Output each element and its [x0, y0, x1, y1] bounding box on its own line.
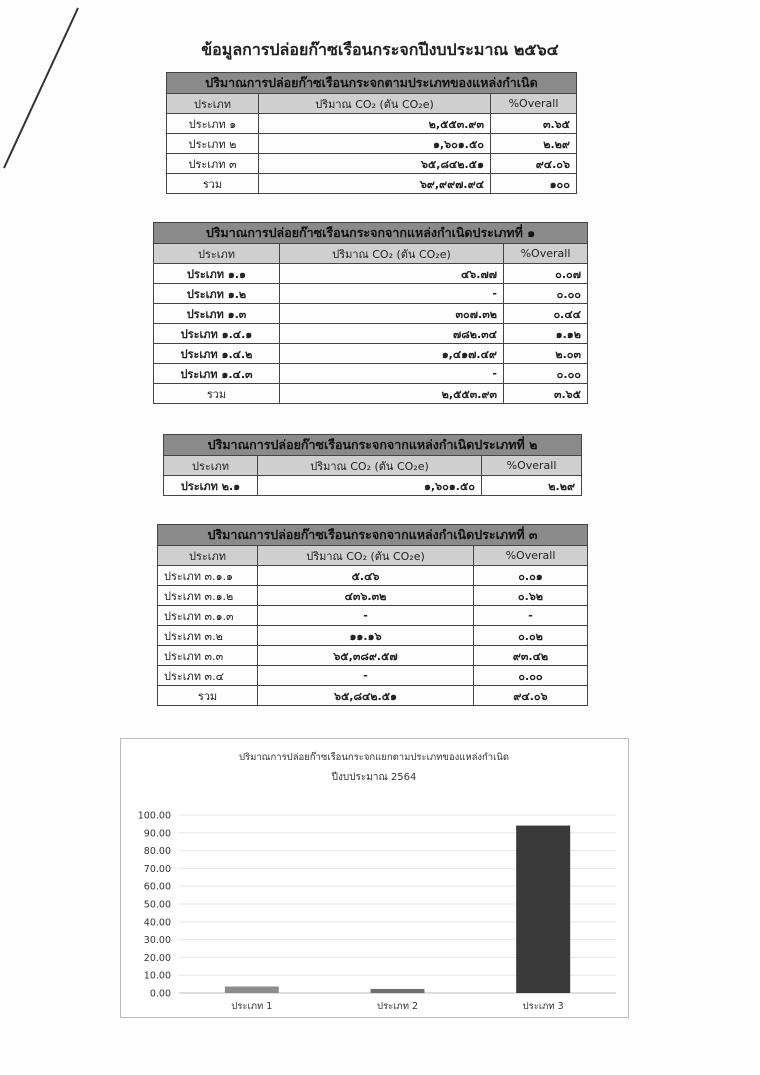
table-row — [158, 566, 588, 586]
table-row — [158, 626, 588, 646]
cell-amount: ๑๑.๑๖ — [258, 626, 474, 646]
cell-type: ประเภท ๓.๓ — [158, 646, 258, 666]
bar-chart-container — [120, 738, 629, 1018]
y-tick-label: 10.00 — [143, 970, 171, 982]
cell-percent: ๐.๐๐ — [504, 364, 588, 384]
y-tick-label: 30.00 — [143, 935, 171, 947]
cell-percent: ๒.๐๓ — [504, 344, 588, 364]
table-row — [154, 364, 588, 384]
cell-amount: ๖๕,๓๘๙.๕๗ — [258, 646, 474, 666]
bar-3 — [516, 826, 570, 993]
cell-amount: ๕.๔๖ — [258, 566, 474, 586]
table-row — [158, 586, 588, 606]
col-header-percent: %Overall — [474, 546, 588, 566]
table-row — [158, 666, 588, 686]
cell-type: ประเภท ๑ — [167, 114, 259, 134]
type3-table-title: ปริมาณการปล่อยก๊าซเรือนกระจกจากแหล่งกำเนิดประเภทที่ ๓ — [158, 525, 588, 546]
table-row — [154, 264, 588, 284]
cell-amount: - — [280, 284, 504, 304]
y-tick-label: 80.00 — [143, 846, 171, 858]
cell-type: ประเภท ๑.๑ — [154, 264, 280, 284]
cell-type: ประเภท ๑.๒ — [154, 284, 280, 304]
cell-percent: ๐.๐๗ — [504, 264, 588, 284]
cell-percent: ๐.๖๒ — [474, 586, 588, 606]
cell-type: ประเภท ๑.๔.๒ — [154, 344, 280, 364]
table-row — [167, 154, 577, 174]
cell-amount: ๒,๕๕๓.๙๓ — [259, 114, 491, 134]
cell-amount: - — [258, 666, 474, 686]
cell-percent: ๓.๖๕ — [504, 384, 588, 404]
col-header-percent: %Overall — [491, 94, 577, 114]
table-row — [154, 324, 588, 344]
cell-percent: ๑.๑๒ — [504, 324, 588, 344]
col-header-percent: %Overall — [504, 244, 588, 264]
summary-table-title: ปริมาณการปล่อยก๊าซเรือนกระจกตามประเภทของแหล่งกำเนิด — [167, 73, 577, 94]
cell-percent: ๙๓.๔๒ — [474, 646, 588, 666]
cell-amount: - — [280, 364, 504, 384]
col-header-type: ประเภท — [154, 244, 280, 264]
chart-subtitle: ปีงบประมาณ 2564 — [331, 772, 417, 783]
col-header-amount: ปริมาณ CO₂ (ตัน CO₂e) — [280, 244, 504, 264]
table-row — [167, 114, 577, 134]
col-header-amount: ปริมาณ CO₂ (ตัน CO₂e) — [258, 456, 482, 476]
x-tick-label: ประเภท 3 — [522, 1001, 564, 1012]
cell-type: ประเภท ๑.๔.๓ — [154, 364, 280, 384]
cell-amount: ๑,๔๑๗.๔๙ — [280, 344, 504, 364]
table-row — [158, 606, 588, 626]
cell-percent: ๙๔.๐๖ — [491, 154, 577, 174]
type1-table — [153, 222, 588, 404]
table-row-total — [158, 686, 588, 706]
cell-percent: ๙๔.๐๖ — [474, 686, 588, 706]
cell-type: ประเภท ๒.๑ — [164, 476, 258, 496]
cell-percent: - — [474, 606, 588, 626]
chart-title: ปริมาณการปล่อยก๊าซเรือนกระจกแยกตามประเภทของแหล่งกำเนิด — [238, 752, 510, 763]
x-tick-label: ประเภท 1 — [231, 1001, 273, 1012]
page-title: ข้อมูลการปล่อยก๊าซเรือนกระจกปีงบประมาณ ๒๕๖๔ — [201, 40, 559, 59]
col-header-type: ประเภท — [158, 546, 258, 566]
scan-edge-mark — [0, 0, 80, 175]
col-header-amount: ปริมาณ CO₂ (ตัน CO₂e) — [258, 546, 474, 566]
y-tick-label: 0.00 — [149, 988, 171, 1000]
cell-amount: ๒,๕๕๓.๙๓ — [280, 384, 504, 404]
x-tick-label: ประเภท 2 — [376, 1001, 419, 1012]
cell-amount: ๗๘๒.๓๔ — [280, 324, 504, 344]
cell-amount: ๖๕,๘๔๒.๕๑ — [258, 686, 474, 706]
cell-type: ประเภท ๓.๔ — [158, 666, 258, 686]
cell-percent: ๒.๒๙ — [491, 134, 577, 154]
type2-table — [163, 434, 582, 496]
col-header-amount: ปริมาณ CO₂ (ตัน CO₂e) — [259, 94, 491, 114]
table-row-total — [167, 174, 577, 194]
cell-percent: ๓.๖๕ — [491, 114, 577, 134]
cell-type: ประเภท ๓.๒ — [158, 626, 258, 646]
y-tick-label: 50.00 — [143, 899, 171, 911]
cell-type: ประเภท ๓ — [167, 154, 259, 174]
summary-table — [166, 72, 577, 194]
table-row — [158, 646, 588, 666]
y-tick-label: 100.00 — [137, 810, 171, 822]
table-row — [154, 344, 588, 364]
cell-percent: ๐.๐๑ — [474, 566, 588, 586]
cell-percent: ๐.๔๔ — [504, 304, 588, 324]
cell-type: รวม — [158, 686, 258, 706]
cell-percent: ๒.๒๙ — [482, 476, 582, 496]
cell-type: ประเภท ๑.๓ — [154, 304, 280, 324]
bar-2 — [371, 989, 425, 993]
col-header-percent: %Overall — [482, 456, 582, 476]
type3-table — [157, 524, 588, 706]
type1-table-title: ปริมาณการปล่อยก๊าซเรือนกระจกจากแหล่งกำเนิดประเภทที่ ๑ — [154, 223, 588, 244]
cell-amount: ๔๓๖.๓๒ — [258, 586, 474, 606]
table-row-total — [154, 384, 588, 404]
cell-percent: ๑๐๐ — [491, 174, 577, 194]
cell-type: ประเภท ๓.๑.๒ — [158, 586, 258, 606]
cell-amount: ๔๖.๗๗ — [280, 264, 504, 284]
col-header-type: ประเภท — [167, 94, 259, 114]
y-tick-label: 70.00 — [143, 863, 171, 875]
bar-1 — [225, 987, 279, 993]
cell-type: รวม — [167, 174, 259, 194]
cell-amount: ๖๕,๘๔๒.๕๑ — [259, 154, 491, 174]
cell-amount: ๑,๖๐๑.๕๐ — [259, 134, 491, 154]
cell-amount: ๑,๖๐๑.๕๐ — [258, 476, 482, 496]
cell-type: รวม — [154, 384, 280, 404]
y-tick-label: 90.00 — [143, 828, 171, 840]
cell-amount: - — [258, 606, 474, 626]
col-header-type: ประเภท — [164, 456, 258, 476]
cell-type: ประเภท ๒ — [167, 134, 259, 154]
cell-percent: ๐.๐๐ — [474, 666, 588, 686]
cell-type: ประเภท ๓.๑.๑ — [158, 566, 258, 586]
table-row — [164, 476, 582, 496]
y-tick-label: 60.00 — [143, 881, 171, 893]
y-tick-label: 20.00 — [143, 952, 171, 964]
cell-percent: ๐.๐๐ — [504, 284, 588, 304]
cell-type: ประเภท ๑.๔.๑ — [154, 324, 280, 344]
cell-percent: ๐.๐๒ — [474, 626, 588, 646]
cell-type: ประเภท ๓.๑.๓ — [158, 606, 258, 626]
table-row — [154, 304, 588, 324]
cell-amount: ๓๐๗.๓๒ — [280, 304, 504, 324]
table-row — [167, 134, 577, 154]
y-tick-label: 40.00 — [143, 917, 171, 929]
type2-table-title: ปริมาณการปล่อยก๊าซเรือนกระจกจากแหล่งกำเนิดประเภทที่ ๒ — [164, 435, 582, 456]
cell-amount: ๖๙,๙๙๗.๙๔ — [259, 174, 491, 194]
bar-chart — [121, 739, 628, 1017]
table-row — [154, 284, 588, 304]
